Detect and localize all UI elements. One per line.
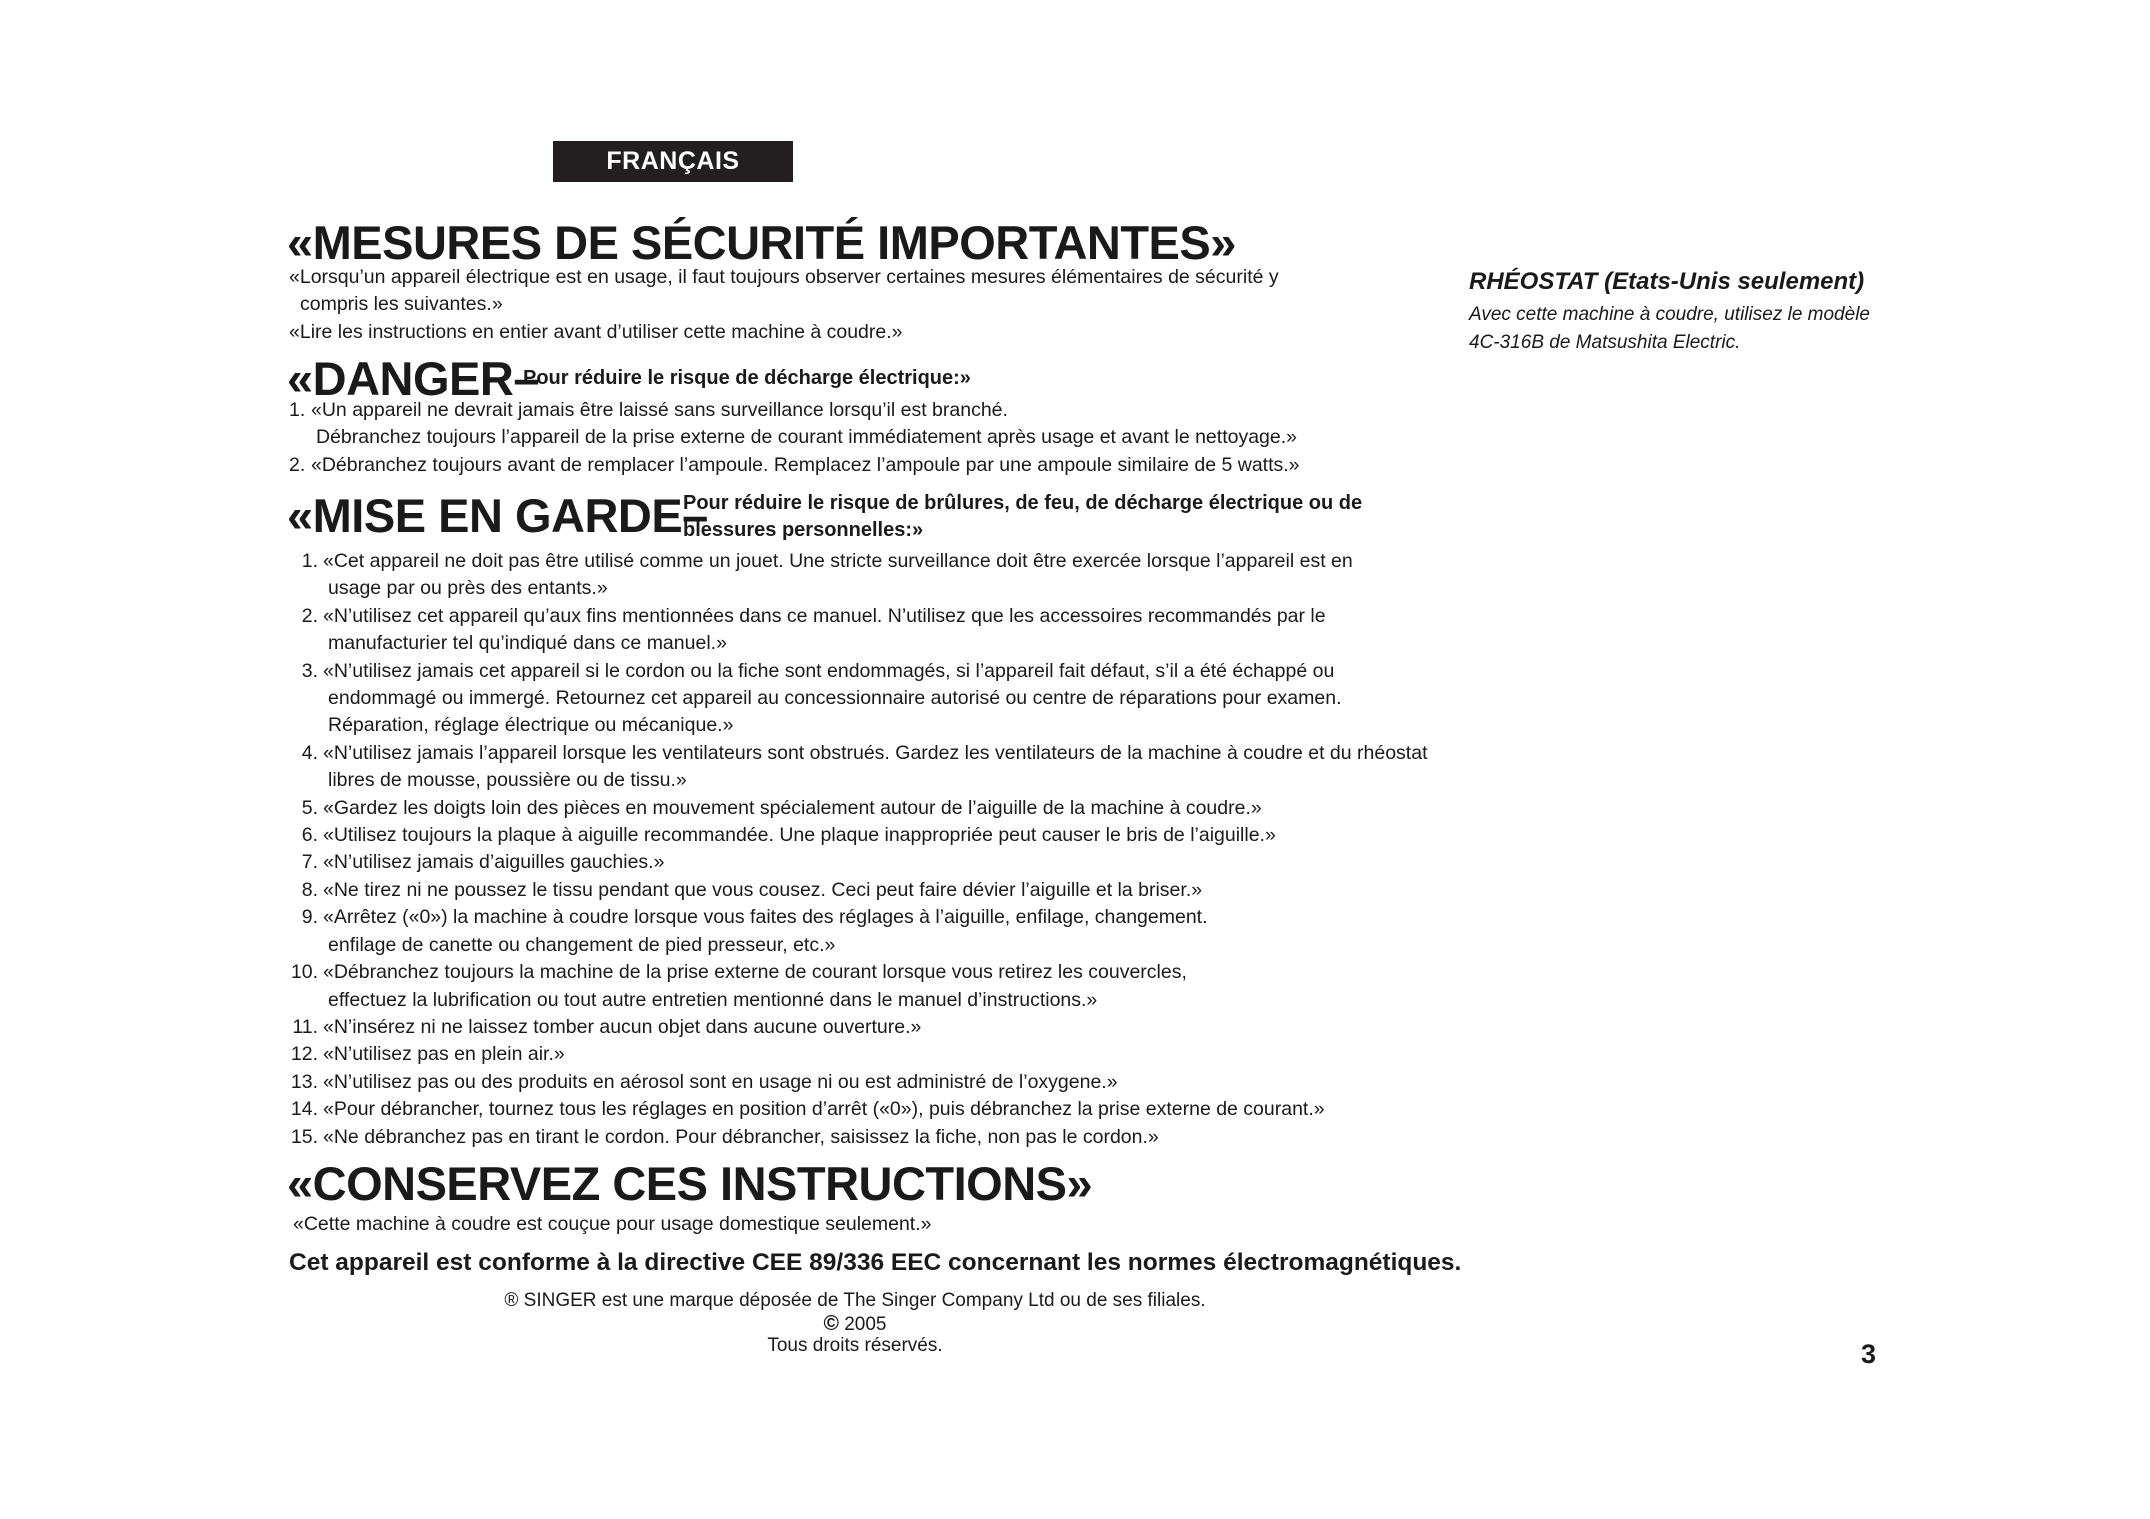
list-item-text: «Ne débranchez pas en tirant le cordon. Pour débrancher, saisissez la fiche, non pas le cordon.»: [323, 1125, 1159, 1148]
list-item: [289, 1014, 1428, 1041]
list-item-continuation: [289, 424, 1300, 451]
list-item-text: «N’utilisez jamais cet appareil si le cordon ou la fiche sont endommagés, si l’appareil fait défaut, s’il a été échappé ou: [323, 659, 1335, 682]
list-item-text: «Débranchez toujours la machine de la prise externe de courant lorsque vous retirez les couvercles,: [323, 961, 1187, 984]
list-item-number: 11.: [292, 1015, 318, 1038]
list-item: [289, 822, 1428, 849]
list-item-number: 5.: [301, 796, 318, 819]
list-item-text: «N’insérez ni ne laissez tomber aucun objet dans aucune ouverture.»: [323, 1015, 922, 1038]
list-item: [289, 397, 1300, 424]
danger-list: [289, 397, 1300, 479]
list-item-text: «Débranchez toujours avant de remplacer l’ampoule. Remplacez l’ampoule par une ampoule similaire de 5 watts.»: [311, 453, 1300, 476]
list-item-text: Réparation, réglage électrique ou mécanique.»: [328, 714, 734, 737]
list-item-number: 3.: [301, 659, 318, 682]
list-item-text: «Gardez les doigts loin des pièces en mouvement spécialement autour de l’aiguille de la machine à coudre.»: [323, 796, 1262, 819]
list-item-text: «N’utilisez jamais d’aiguilles gauchies.»: [323, 851, 665, 874]
caution-subtitle-line-1: Pour réduire le risque de brûlures, de feu, de décharge électrique ou de: [683, 492, 1363, 514]
list-item-number: 9.: [301, 906, 318, 929]
list-item: [289, 1124, 1428, 1151]
caution-list: [289, 548, 1428, 1151]
main-title: «MESURES DE SÉCURITÉ IMPORTANTES»: [287, 216, 1236, 269]
list-item-number: 15.: [290, 1125, 318, 1148]
list-item-text: effectuez la lubrification ou tout autre entretien mentionné dans le manuel d’instructions.»: [328, 988, 1098, 1011]
list-item-number: 7.: [301, 851, 318, 874]
list-item-number: 2.: [301, 604, 318, 627]
copyright-line: [0, 1312, 1710, 1336]
list-item-text: «Un appareil ne devrait jamais être laissé sans surveillance lorsqu’il est branché.: [311, 399, 1008, 421]
list-item-text: «N’utilisez pas en plein air.»: [323, 1043, 565, 1066]
list-item-text: «N’utilisez pas ou des produits en aérosol sont en usage ni ou est administré de l’oxygene.»: [323, 1070, 1118, 1093]
list-item-continuation: [289, 630, 1428, 657]
keep-text: «Cette machine à coudre est couçue pour usage domestique seulement.»: [293, 1213, 932, 1235]
list-item-continuation: [289, 767, 1428, 794]
list-item-number: 10.: [290, 961, 318, 984]
list-item-text: «Pour débrancher, tournez tous les réglages en position d’arrêt («0»), puis débranchez la prise externe de courant.»: [323, 1098, 1325, 1121]
list-item-text: Débranchez toujours l’appareil de la prise externe de courant immédiatement après usage et avant le nettoyage.»: [316, 426, 1298, 449]
list-item-number: 14.: [290, 1098, 318, 1121]
copyright-symbol: ©: [823, 1312, 839, 1335]
rights-reserved: Tous droits réservés.: [767, 1335, 943, 1356]
list-item-continuation: [289, 932, 1428, 959]
rheostat-line-1: Avec cette machine à coudre, utilisez le modèle: [1469, 304, 1870, 325]
caution-title: «MISE EN GARDE–: [287, 489, 708, 542]
list-item: [289, 849, 1428, 876]
list-item: [289, 603, 1428, 630]
list-item-text: «N’utilisez jamais l’appareil lorsque les ventilateurs sont obstrués. Gardez les ventilateurs de la machine à coudre et du rhéostat: [323, 741, 1428, 764]
list-item-text: manufacturier tel qu’indiqué dans ce manuel.»: [328, 632, 727, 655]
list-item-number: 1.: [289, 399, 306, 421]
list-item-text: «Cet appareil ne doit pas être utilisé comme un jouet. Une stricte surveillance doit être exercée lorsque l’appareil est en: [323, 550, 1353, 572]
list-item-number: 8.: [301, 878, 318, 901]
list-item-text: «Arrêtez («0») la machine à coudre lorsque vous faites des réglages à l’aiguille, enfilage, changement.: [323, 906, 1208, 929]
list-item: [289, 1041, 1428, 1068]
list-item-number: 13.: [290, 1070, 318, 1093]
list-item-continuation: [289, 685, 1428, 712]
list-item: [289, 452, 1300, 479]
page-number: 3: [1861, 1339, 1877, 1369]
list-item-continuation: [289, 575, 1428, 602]
list-item-text: enfilage de canette ou changement de pied presseur, etc.»: [328, 933, 836, 956]
list-item-text: «Utilisez toujours la plaque à aiguille recommandée. Une plaque inappropriée peut causer le bris de l’aiguille.»: [323, 824, 1276, 847]
copyright-year: 2005: [844, 1314, 887, 1335]
intro-line-2: compris les suivantes.»: [300, 293, 503, 315]
list-item: [289, 1069, 1428, 1096]
danger-subtitle: Pour réduire le risque de décharge électrique:»: [523, 367, 971, 389]
list-item-continuation: [289, 712, 1428, 739]
list-item-text: usage par ou près des entants.»: [328, 577, 608, 600]
list-item: [289, 658, 1428, 685]
list-item-number: 12.: [290, 1043, 318, 1066]
danger-title: «DANGER–: [287, 352, 539, 405]
list-item: [289, 877, 1428, 904]
rheostat-title: RHÉOSTAT (Etats-Unis seulement): [1469, 268, 1865, 295]
intro-line-3: «Lire les instructions en entier avant d’utiliser cette machine à coudre.»: [289, 321, 903, 343]
list-item: [289, 740, 1428, 767]
list-item: [289, 959, 1428, 986]
list-item-text: endommagé ou immergé. Retournez cet appareil au concessionnaire autorisé ou centre de réparations pour examen.: [328, 687, 1342, 710]
list-item-text: «N’utilisez cet appareil qu’aux fins mentionnées dans ce manuel. N’utilisez que les accessoires recommandés par le: [323, 604, 1326, 627]
list-item: [289, 1096, 1428, 1123]
rheostat-line-2: 4C-316B de Matsushita Electric.: [1469, 331, 1741, 353]
rheostat-text: [1469, 301, 1870, 356]
list-item: [289, 548, 1428, 575]
list-item: [289, 904, 1428, 931]
compliance-statement: Cet appareil est conforme à la directive CEE 89/336 EEC concernant les normes électromagnétiques.: [289, 1249, 1462, 1276]
intro-line-1: «Lorsqu’un appareil électrique est en usage, il faut toujours observer certaines mesures élémentaires de sécurité y: [289, 266, 1279, 288]
list-item-number: 4.: [301, 741, 318, 764]
language-tab: FRANÇAIS: [553, 141, 793, 182]
trademark-notice: ® SINGER est une marque déposée de The Singer Company Ltd ou de ses filiales.: [504, 1290, 1206, 1311]
list-item: [289, 795, 1428, 822]
list-item-text: «Ne tirez ni ne poussez le tissu pendant que vous cousez. Ceci peut faire dévier l’aiguille et la briser.»: [323, 878, 1203, 901]
list-item-text: libres de mousse, poussière ou de tissu.»: [328, 769, 687, 792]
caution-subtitle-line-2: blessures personnelles:»: [683, 519, 924, 541]
list-item-number: 1.: [301, 550, 318, 572]
list-item-number: 6.: [301, 824, 318, 847]
keep-title: «CONSERVEZ CES INSTRUCTIONS»: [287, 1157, 1093, 1210]
list-item-continuation: [289, 987, 1428, 1014]
list-item-number: 2.: [289, 453, 306, 476]
